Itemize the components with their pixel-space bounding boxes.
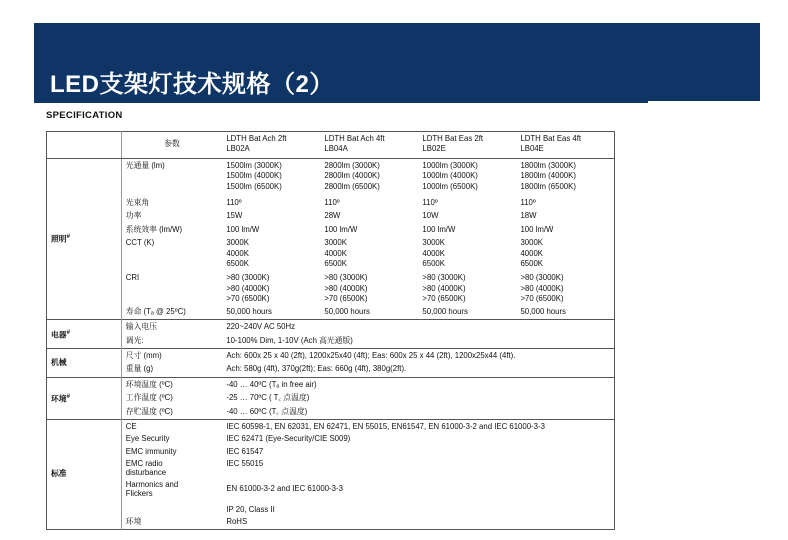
- group-electrical: 电器#: [47, 320, 122, 349]
- spec-heading: SPECIFICATION: [46, 110, 123, 121]
- header-model: LDTH Bat Eas 4ft LB04E: [516, 132, 614, 159]
- table-row: 电器# 输入电压 220~240V AC 50Hz: [47, 320, 615, 333]
- table-row: Harmonics and Flickers EN 61000-3-2 and IEC 61000-3-3: [125, 480, 343, 499]
- group-mechanical: 机械: [47, 348, 122, 377]
- table-row: Eye Security IEC 62471 (Eye-Security/CIE S009): [125, 434, 351, 444]
- header-param: 参数: [121, 132, 222, 159]
- table-row: 环境# 环境温度 (ºC) -40 … 40ºC (Tₐ in free air): [47, 377, 615, 390]
- spec-table: [46, 131, 615, 530]
- group-standards: 标准: [47, 419, 122, 529]
- table-row: CCT (K) 3000K 4000K 6500K 3000K 4000K 6500K 3000K 4000K 6500K 3000K 4000K 6500K: [47, 235, 615, 269]
- table-row: IP 20, Class II: [226, 505, 275, 515]
- param-flux: 光通量 (lm): [125, 160, 165, 170]
- param-life: 寿命 (Tₐ @ 25ºC): [125, 306, 186, 316]
- param-cct: CCT (K): [125, 238, 155, 248]
- param-efficacy: 系统效率 (lm/W): [125, 224, 183, 234]
- table-row: 存贮温度 (ºC) -40 … 60ºC (T꜀ 点温度): [125, 406, 308, 416]
- table-row: 工作温度 (ºC) -25 … 70ºC ( T꜀ 点温度): [125, 393, 310, 403]
- table-row: EMC radio disturbance IEC 55015: [125, 459, 264, 478]
- table-row: 系统效率 (lm/W) 100 lm/W 100 lm/W 100 lm/W 100 lm/W: [47, 222, 615, 235]
- table-row: 调光: 10-100% Dim, 1-10V (Ach 高光通版): [125, 335, 353, 345]
- table-row: 机械 尺寸 (mm) Ach: 600x 25 x 40 (2ft), 1200x25x40 (4ft); Eas: 600x 25 x 44 (2ft), 1200x25x44 (4ft).: [47, 348, 615, 361]
- table-row: 照明# 光通量 (lm) 1500lm (3000K) 1500lm (4000K) 1500lm (6500K) 2800lm (3000K) 2800lm (4000K) 2800lm (6500K) 1000lm (3000K) 1000lm (4000K) 1000lm (6500K) 1800lm (3000K) 1800lm (4000K) 1800lm (6500K): [47, 158, 615, 192]
- header-model: LDTH Bat Ach 2ft LB02A: [222, 132, 320, 159]
- table-row: 环境 RoHS: [125, 516, 248, 526]
- table-row: 重量 (g) Ach: 580g (4ft), 370g(2ft); Eas: 660g (4ft), 380g(2ft).: [125, 364, 407, 374]
- param-power: 功率: [125, 211, 142, 221]
- param-cri: CRI: [125, 273, 140, 283]
- group-environment: 环境#: [47, 377, 122, 419]
- table-row: EMC immunity IEC 61547: [125, 446, 264, 456]
- param-beam: 光束角: [125, 198, 150, 208]
- slide-title: LED支架灯技术规格（2）: [50, 71, 334, 98]
- header-model: LDTH Bat Eas 2ft LB02E: [418, 132, 516, 159]
- table-row: 光束角 110º 110º 110º 110º: [47, 198, 615, 208]
- table-row: CRI >80 (3000K) >80 (4000K) >70 (6500K) >80 (3000K) >80 (4000K) >70 (6500K) >80 (3000K) >80 (4000K) >70 (6500K) >80 (3000K) >80 (4000K) >70 (6500K): [47, 269, 615, 304]
- table-row: 功率 15W 28W 10W 18W: [47, 208, 615, 221]
- header-model: LDTH Bat Ach 4ft LB04A: [320, 132, 418, 159]
- banner-notch: [648, 101, 760, 103]
- table-row: 寿命 (Tₐ @ 25ºC) 50,000 hours 50,000 hours 50,000 hours 50,000 hours: [47, 305, 615, 320]
- table-header-row: [47, 132, 615, 159]
- group-lighting: 照明#: [47, 158, 122, 319]
- table-row: 标准 CE IEC 60598-1, EN 62031, EN 62471, EN 55015, EN61547, EN 61000-3-2 and IEC 61000-3-3: [47, 419, 615, 432]
